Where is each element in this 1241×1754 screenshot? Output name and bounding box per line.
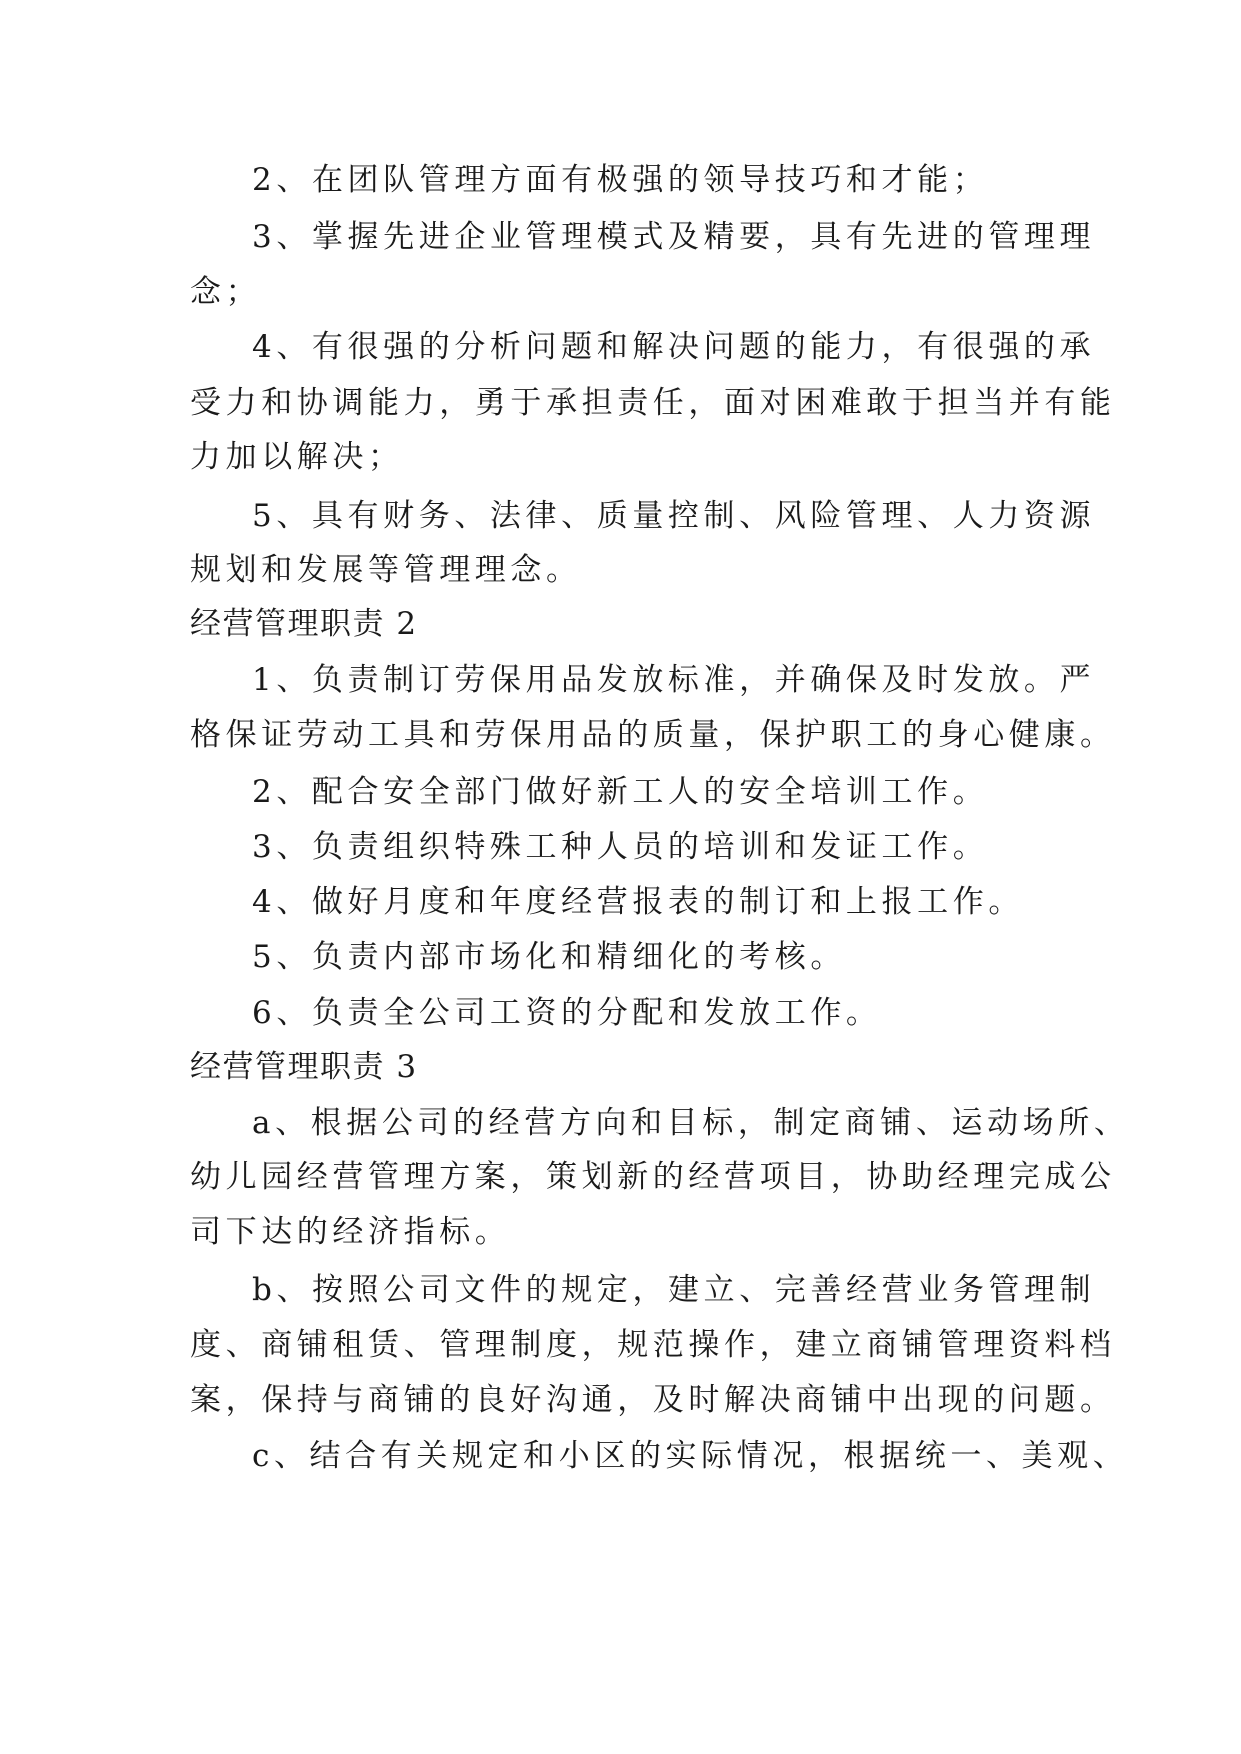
text-line: 4、做好月度和年度经营报表的制订和上报工作。: [252, 884, 1024, 920]
text-line: 力加以解决；: [190, 439, 404, 475]
section-heading: 经营管理职责 3: [190, 1049, 418, 1085]
text-line: b、按照公司文件的规定，建立、完善经营业务管理制: [252, 1272, 1096, 1308]
text-line: a、根据公司的经营方向和目标，制定商铺、运动场所、: [252, 1105, 1130, 1141]
text-line: 规划和发展等管理理念。: [190, 552, 582, 588]
text-line: 2、配合安全部门做好新工人的安全培训工作。: [252, 774, 989, 810]
text-line: 度、商铺租赁、管理制度，规范操作，建立商铺管理资料档: [190, 1327, 1116, 1363]
text-line: c、结合有关规定和小区的实际情况，根据统一、美观、: [252, 1438, 1129, 1474]
text-line: 3、负责组织特殊工种人员的培训和发证工作。: [252, 829, 989, 865]
text-line: 3、掌握先进企业管理模式及精要，具有先进的管理理: [252, 219, 1096, 255]
text-line: 5、具有财务、法律、质量控制、风险管理、人力资源: [252, 498, 1096, 534]
text-line: 2、在团队管理方面有极强的领导技巧和才能；: [252, 162, 989, 198]
text-line: 4、有很强的分析问题和解决问题的能力，有很强的承: [252, 329, 1096, 365]
section-heading: 经营管理职责 2: [190, 606, 418, 642]
text-line: 格保证劳动工具和劳保用品的质量，保护职工的身心健康。: [190, 717, 1116, 753]
text-line: 幼儿园经营管理方案，策划新的经营项目，协助经理完成公: [190, 1159, 1116, 1195]
text-line: 5、负责内部市场化和精细化的考核。: [252, 939, 846, 975]
text-line: 念；: [190, 274, 262, 310]
text-line: 司下达的经济指标。: [190, 1214, 511, 1250]
text-line: 案，保持与商铺的良好沟通，及时解决商铺中出现的问题。: [190, 1382, 1116, 1418]
text-line: 6、负责全公司工资的分配和发放工作。: [252, 995, 882, 1031]
text-line: 1、负责制订劳保用品发放标准，并确保及时发放。严: [252, 662, 1096, 698]
text-line: 受力和协调能力，勇于承担责任，面对困难敢于担当并有能: [190, 385, 1116, 421]
